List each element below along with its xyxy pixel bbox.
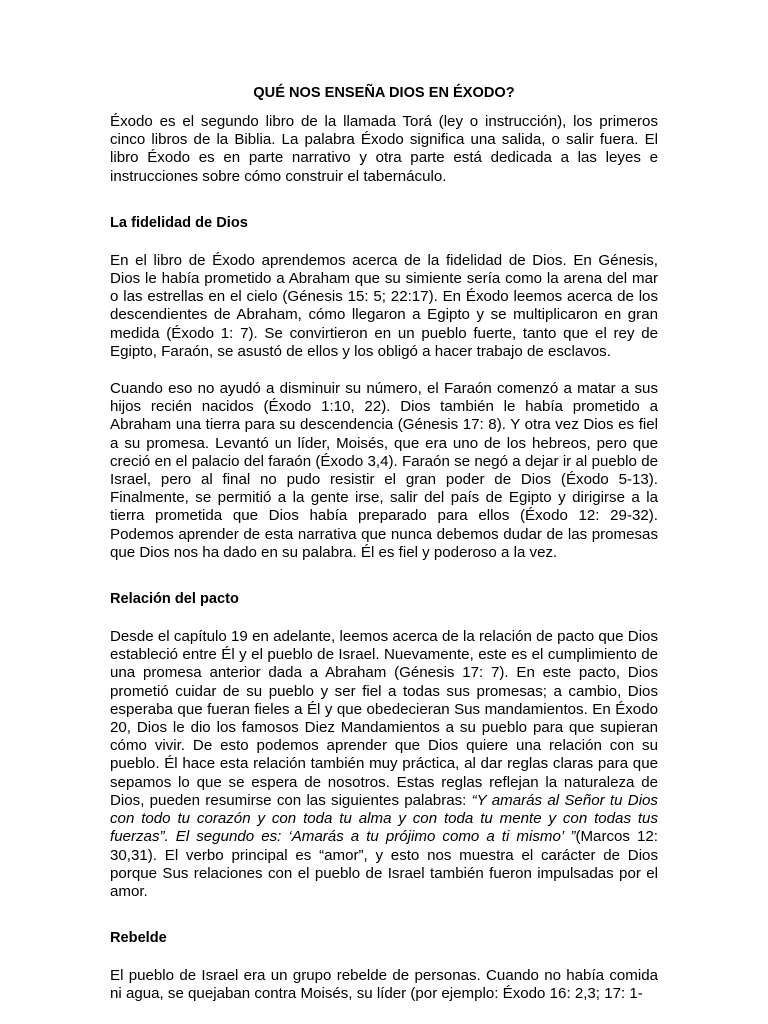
section-heading-rebelde: Rebelde bbox=[110, 930, 167, 947]
paragraph-fidelidad-2: Cuando eso no ayudó a disminuir su número, el Faraón comenzó a matar a sus hijos recién nacidos (Éxodo 1:10, 22). Dios también le había prometido a Abraham una tierra para su descendencia (Génesis 17: 8). Y otra vez Dios es fiel a su promesa. Levantó un líder, Moisés, que era uno de los hebreos, pero que creció en el palacio del faraón (Éxodo 3,4). Faraón se negó a dejar ir al pueblo de Israel, pero al final no pudo resistir el gran poder de Dios (Éxodo 5-13). Finalmente, se permitió a la gente irse, salir del país de Egipto y dirigirse a la tierra prometida que Dios había preparado para ellos (Éxodo 12: 29-32). Podemos aprender de esta narrativa que nunca debemos dudar de las promesas que Dios nos ha dado en su palabra. Él es fiel y poderoso a la vez. bbox=[110, 380, 658, 561]
section-heading-pacto: Relación del pacto bbox=[110, 591, 239, 608]
pacto-text-start: Desde el capítulo 19 en adelante, leemos acerca de la relación de pacto que Dios estableció entre Él y el pueblo de Israel. Nuevamente, este es el cumplimiento de una promesa anterior dada a Abraham (Génesis 17: 7). En este pacto, Dios prometió cuidar de su pueblo y ser fiel a todas sus promesas; a cambio, Dios esperaba que fueran fieles a Él y que obedecieran Sus mandamientos. En Éxodo 20, Dios le dio los famosos Diez Mandamientos a su pueblo para que supieran cómo vivir. De esto podemos aprender que Dios quiere una relación con su pueblo. Él hace esta relación también muy práctica, al dar reglas claras para que sepamos lo que se espera de nosotros. Estas reglas reflejan la naturaleza de Dios, pueden resumirse con las siguientes palabras: bbox=[110, 628, 658, 809]
paragraph-pacto bbox=[110, 628, 658, 901]
intro-paragraph: Éxodo es el segundo libro de la llamada Torá (ley o instrucción), los primeros cinco libros de la Biblia. La palabra Éxodo significa una salida, o salir fuera. El libro Éxodo es en parte narrativo y otra parte está dedicada a las leyes e instrucciones sobre cómo construir el tabernáculo. bbox=[110, 113, 658, 185]
paragraph-rebelde: El pueblo de Israel era un grupo rebelde de personas. Cuando no había comida ni agua, se quejaban contra Moisés, su líder (por ejemplo: Éxodo 16: 2,3; 17: 1- bbox=[110, 967, 658, 1003]
paragraph-fidelidad-1: En el libro de Éxodo aprendemos acerca de la fidelidad de Dios. En Génesis, Dios le había prometido a Abraham que su simiente sería como la arena del mar o las estrellas en el cielo (Génesis 15: 5; 22:17). En Éxodo leemos acerca de los descendientes de Abraham, cómo llegaron a Egipto y se multiplicaron en gran medida (Éxodo 1: 7). Se convirtieron en un pueblo fuerte, tanto que el rey de Egipto, Faraón, se asustó de ellos y los obligó a hacer trabajo de esclavos. bbox=[110, 251, 658, 360]
document-page bbox=[110, 84, 658, 1004]
pacto-text-end: (Marcos 12: 30,31). El verbo principal es “amor”, y esto nos muestra el carácter de Dios porque Sus relaciones con el pueblo de Israel también fueron impulsadas por el amor. bbox=[110, 828, 658, 900]
document-title: QUÉ NOS ENSEÑA DIOS EN ÉXODO? bbox=[253, 85, 515, 101]
pacto-quote: “Y amarás al Señor tu Dios con todo tu corazón y con toda tu alma y con toda tu mente y con todas tus fuerzas”. El segundo es: ‘Amarás a tu prójimo como a ti mismo’ ” bbox=[110, 791, 658, 846]
section-heading-fidelidad: La fidelidad de Dios bbox=[110, 214, 248, 231]
